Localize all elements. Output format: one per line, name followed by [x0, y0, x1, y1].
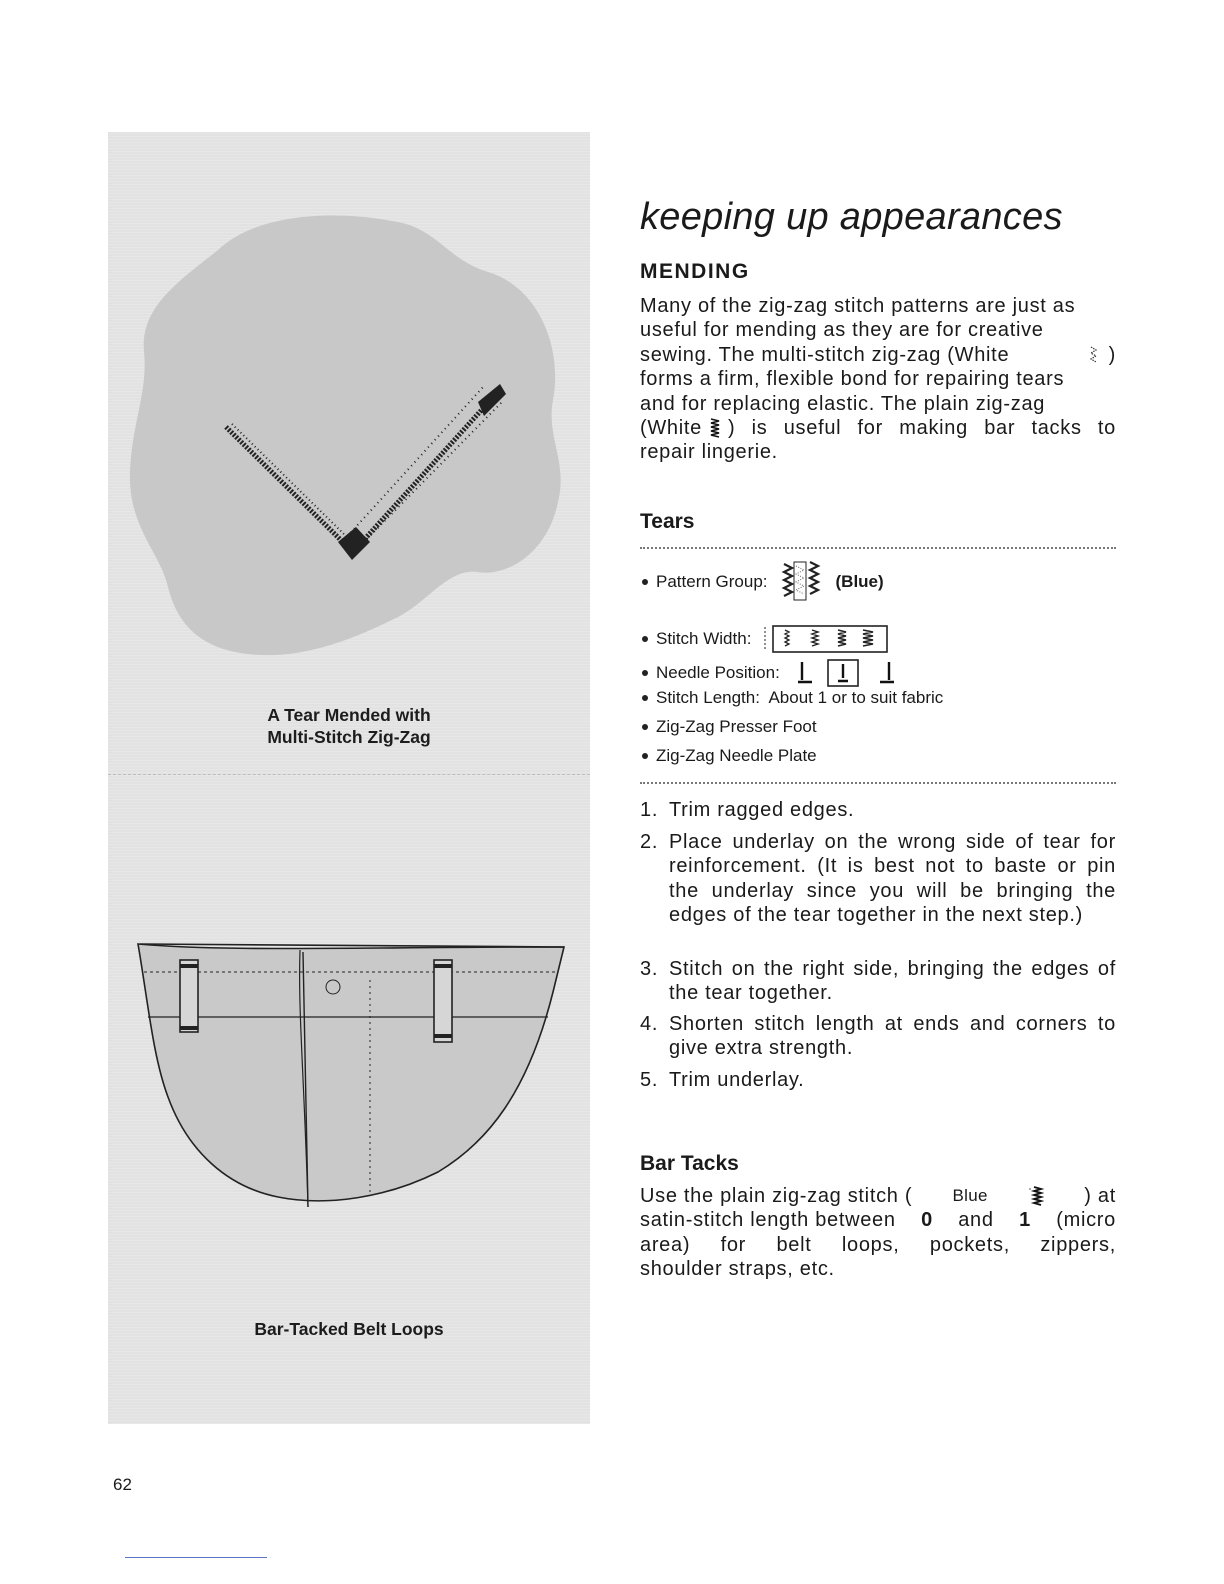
page-title: keeping up appearances [640, 196, 1063, 238]
bar-tacks-heading: Bar Tacks [640, 1152, 739, 1175]
spec-needle-plate [640, 746, 817, 766]
bar-tacks-line [640, 1208, 1116, 1232]
mending-line-text: (White [640, 417, 702, 440]
bar-tacks-text: Use the plain zig-zag stitch ( [640, 1185, 913, 1207]
needle-position-icon [788, 658, 908, 688]
step-item [640, 830, 1116, 928]
bar-tacks-paragraph [640, 1184, 1116, 1282]
pattern-group-icon [780, 560, 826, 604]
mending-line [640, 343, 1116, 367]
step-number: 5. [640, 1069, 659, 1091]
bar-tacks-line [640, 1184, 1116, 1208]
bullet-icon [642, 753, 648, 759]
bullet-icon [642, 636, 648, 642]
bar-tacks-line: area) for belt loops, pockets, zippers, [640, 1233, 1116, 1256]
mending-line: useful for mending as they are for creative [640, 319, 1044, 342]
tear-figure-caption [108, 704, 590, 748]
bullet-icon [642, 670, 648, 676]
bar-tacks-text: and [958, 1209, 994, 1232]
mending-heading: MENDING [640, 260, 750, 283]
spec-text: Zig-Zag Presser Foot [656, 717, 817, 736]
multi-stitch-zigzag-icon [1087, 343, 1116, 367]
mending-line: forms a firm, flexible bond for repairing tears [640, 368, 1065, 391]
plain-zigzag-icon [1028, 1185, 1044, 1207]
belt-loop-illustration [138, 944, 564, 1207]
step-text: Trim ragged edges. [669, 799, 855, 821]
spec-needle-position [640, 658, 908, 688]
footer-rule [125, 1557, 267, 1558]
mending-line-text: sewing. The multi-stitch zig-zag (White [640, 343, 1010, 366]
illustration-panel [108, 132, 590, 1424]
tear-caption-line1: A Tear Mended with [267, 705, 431, 725]
tears-bottom-rule [640, 782, 1116, 784]
spec-label: Needle Position: [656, 663, 780, 682]
spec-text: Stitch Length: About 1 or to suit fabric [656, 688, 944, 707]
belt-figure-caption: Bar-Tacked Belt Loops [254, 1319, 444, 1339]
spec-label: Stitch Width: [656, 629, 752, 648]
mending-line: Many of the zig-zag stitch patterns are just as [640, 295, 1076, 317]
spec-label: Pattern Group: [656, 572, 768, 591]
mending-line [640, 416, 1116, 440]
spec-pattern-group [640, 560, 884, 604]
bullet-icon [642, 579, 648, 585]
bar-tacks-text: ) at [1084, 1185, 1116, 1207]
mending-line-text: ) is useful for making bar tacks to [727, 417, 1116, 440]
tears-heading: Tears [640, 510, 695, 533]
tear-caption-line2: Multi-Stitch Zig-Zag [267, 727, 431, 747]
step-number: 3. [640, 958, 659, 980]
step-text: Trim underlay. [669, 1069, 805, 1091]
step-item [640, 1012, 1116, 1061]
step-text: Place underlay on the wrong side of tear for reinforcement. (It is best not to baste or pin the underlay since you will be bringing the edges of the tear together in the next step.) [669, 831, 1116, 927]
bar-tacks-line: shoulder straps, etc. [640, 1258, 835, 1281]
spec-stitch-width [640, 624, 909, 654]
pattern-group-value: (Blue) [835, 572, 884, 591]
bar-tacks-value: 1 [1019, 1209, 1031, 1232]
tears-top-rule [640, 547, 1116, 549]
stitch-width-icon [759, 624, 909, 654]
step-item [640, 798, 1116, 822]
plain-zigzag-icon [708, 417, 722, 439]
bar-tacks-value: 0 [921, 1209, 933, 1232]
spec-stitch-length [640, 688, 943, 708]
bullet-icon [642, 695, 648, 701]
mending-paragraph [640, 294, 1116, 465]
figure-divider [108, 774, 590, 775]
bullet-icon [642, 724, 648, 730]
tear-mend-illustration [108, 132, 590, 1424]
step-text: Shorten stitch length at ends and corners to give extra strength. [669, 1013, 1116, 1060]
step-item [640, 1068, 1116, 1092]
bar-tacks-blue: Blue [952, 1186, 988, 1205]
mending-line: repair lingerie. [640, 441, 778, 464]
step-number: 1. [640, 799, 659, 821]
step-number: 2. [640, 831, 659, 853]
page-number: 62 [113, 1475, 132, 1494]
bar-tacks-text: satin-stitch length between [640, 1209, 896, 1232]
step-item [640, 957, 1116, 1006]
spec-text: Zig-Zag Needle Plate [656, 746, 817, 765]
mending-line: and for replacing elastic. The plain zig-zag [640, 392, 1046, 415]
step-text: Stitch on the right side, bringing the edges of the tear together. [669, 958, 1116, 1005]
fabric-swatch [130, 215, 561, 655]
step-number: 4. [640, 1013, 659, 1035]
mending-close-paren: ) [1108, 343, 1116, 366]
bar-tacks-text: (micro [1056, 1209, 1116, 1232]
spec-presser-foot [640, 717, 817, 737]
